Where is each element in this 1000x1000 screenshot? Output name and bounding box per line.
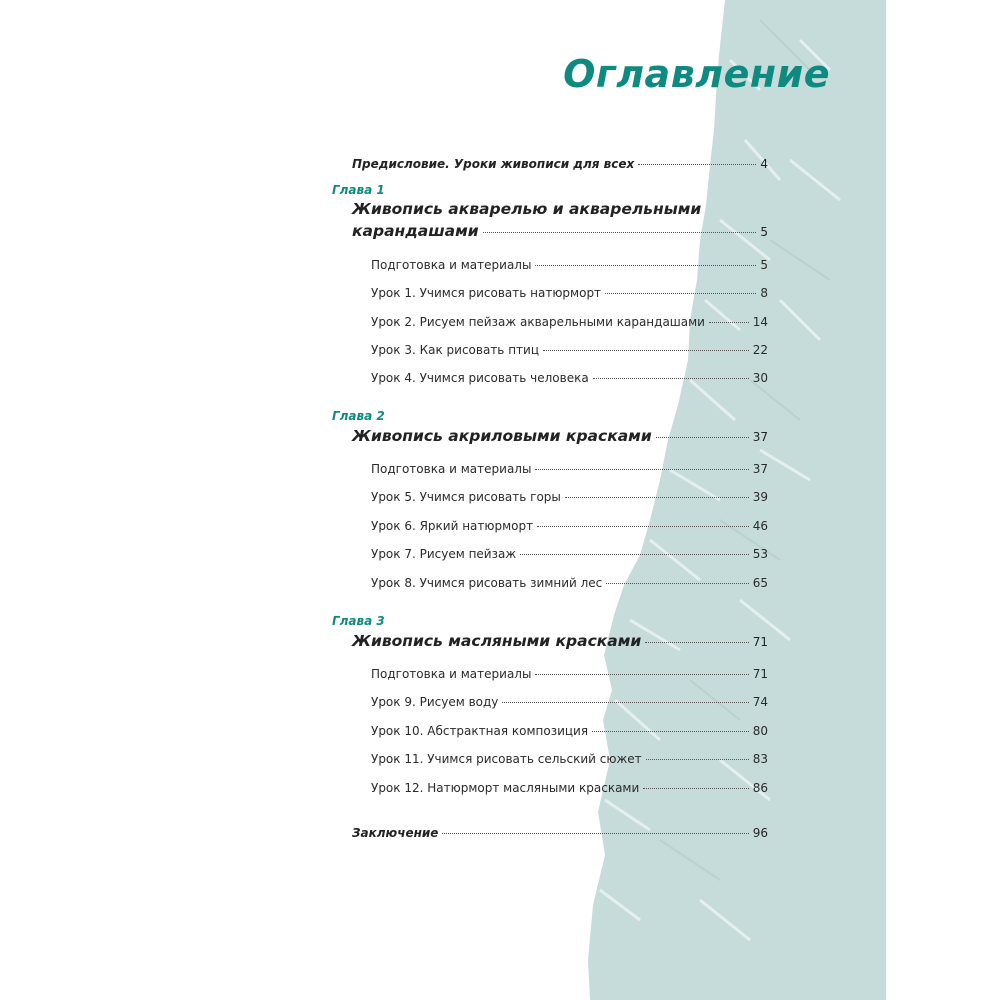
toc-page-number: 53	[752, 547, 768, 561]
toc-entry-label: Урок 5. Учимся рисовать горы	[371, 490, 561, 504]
toc-page-number: 8	[760, 286, 768, 300]
chapter-label: Глава 2	[332, 409, 385, 423]
toc-entry-lesson[interactable]	[371, 667, 768, 681]
toc-entry-label: Урок 7. Рисуем пейзаж	[371, 547, 517, 561]
toc-entry-label: Урок 3. Как рисовать птиц	[371, 343, 539, 357]
chapter-label: Глава 1	[332, 183, 385, 197]
dot-leader	[606, 583, 748, 584]
toc-entry-label: Урок 8. Учимся рисовать зимний лес	[371, 576, 603, 590]
toc-entry-lesson[interactable]	[371, 781, 768, 795]
dot-leader	[535, 265, 756, 266]
toc-page-number: 71	[752, 667, 768, 681]
toc-entry-chapter[interactable]	[352, 427, 768, 445]
toc-entry-lesson[interactable]	[371, 343, 768, 357]
toc-entry-lesson[interactable]	[371, 547, 768, 561]
chapter-title[interactable]: Живопись акварелью и акварельными	[352, 200, 702, 218]
dot-leader	[592, 731, 749, 732]
dot-leader	[646, 759, 749, 760]
dot-leader	[520, 554, 749, 555]
toc-page-number: 86	[752, 781, 768, 795]
dot-leader	[638, 164, 756, 165]
toc-entry-lesson[interactable]	[371, 286, 768, 300]
dot-leader	[535, 674, 748, 675]
toc-entry-lesson[interactable]	[371, 462, 768, 476]
toc-entry-lesson[interactable]	[371, 695, 768, 709]
toc-page-number: 80	[752, 724, 768, 738]
toc-entry-label: Подготовка и материалы	[371, 462, 532, 476]
toc-page-number: 5	[760, 225, 768, 239]
chapter-title-continued: карандашами	[352, 222, 479, 240]
toc-entry-lesson[interactable]	[371, 258, 768, 272]
dot-leader	[442, 833, 748, 834]
toc-page-number: 71	[752, 635, 768, 649]
chapter-title: Живопись акриловыми красками	[352, 427, 652, 445]
toc-page-number: 39	[752, 490, 768, 504]
toc-entry-label: Урок 6. Яркий натюрморт	[371, 519, 534, 533]
toc-entry-lesson[interactable]	[371, 752, 768, 766]
toc-entry-chapter[interactable]	[352, 222, 768, 240]
toc-page-number: 83	[752, 752, 768, 766]
toc-page-number: 74	[752, 695, 768, 709]
toc-entry-label: Урок 10. Абстрактная композиция	[371, 724, 589, 738]
toc-entry-lesson[interactable]	[371, 490, 768, 504]
dot-leader	[656, 437, 749, 438]
dot-leader	[645, 642, 748, 643]
toc-entry-outro[interactable]	[352, 826, 768, 840]
dot-leader	[593, 378, 749, 379]
toc-entry-label: Предисловие. Уроки живописи для всех	[352, 157, 635, 171]
toc-entry-label: Заключение	[352, 826, 439, 840]
toc-entry-lesson[interactable]	[371, 315, 768, 329]
toc-entry-label: Подготовка и материалы	[371, 667, 532, 681]
toc-page-number: 37	[752, 462, 768, 476]
dot-leader	[502, 702, 748, 703]
dot-leader	[483, 232, 757, 233]
toc-page-number: 5	[760, 258, 768, 272]
toc-entry-lesson[interactable]	[371, 724, 768, 738]
toc-page-number: 22	[752, 343, 768, 357]
toc-page-number: 4	[760, 157, 768, 171]
dot-leader	[535, 469, 748, 470]
dot-leader	[543, 350, 749, 351]
dot-leader	[565, 497, 749, 498]
dot-leader	[709, 322, 749, 323]
toc-entry-label: Урок 11. Учимся рисовать сельский сюжет	[371, 752, 642, 766]
toc-entry-label: Урок 2. Рисуем пейзаж акварельными карандашами	[371, 315, 705, 329]
chapter-title: Живопись масляными красками	[352, 632, 642, 650]
toc-page-number: 37	[752, 430, 768, 444]
toc-entry-label: Урок 1. Учимся рисовать натюрморт	[371, 286, 602, 300]
chapter-label: Глава 3	[332, 614, 385, 628]
toc-entry-chapter[interactable]	[352, 632, 768, 650]
toc-entry-intro[interactable]	[352, 157, 768, 171]
toc-entry-lesson[interactable]	[371, 519, 768, 533]
toc-page-number: 46	[752, 519, 768, 533]
toc-page-number: 96	[752, 826, 768, 840]
toc-page-number: 30	[752, 371, 768, 385]
toc-entry-label: Урок 9. Рисуем воду	[371, 695, 499, 709]
dot-leader	[643, 788, 748, 789]
toc-page-number: 65	[752, 576, 768, 590]
toc-page-number: 14	[752, 315, 768, 329]
dot-leader	[605, 293, 756, 294]
toc-entry-label: Урок 4. Учимся рисовать человека	[371, 371, 589, 385]
toc-entry-label: Подготовка и материалы	[371, 258, 532, 272]
toc-entry-lesson[interactable]	[371, 576, 768, 590]
toc-entry-label: Урок 12. Натюрморт масляными красками	[371, 781, 640, 795]
dot-leader	[537, 526, 749, 527]
toc-entry-lesson[interactable]	[371, 371, 768, 385]
page-title: Оглавление	[563, 52, 830, 96]
